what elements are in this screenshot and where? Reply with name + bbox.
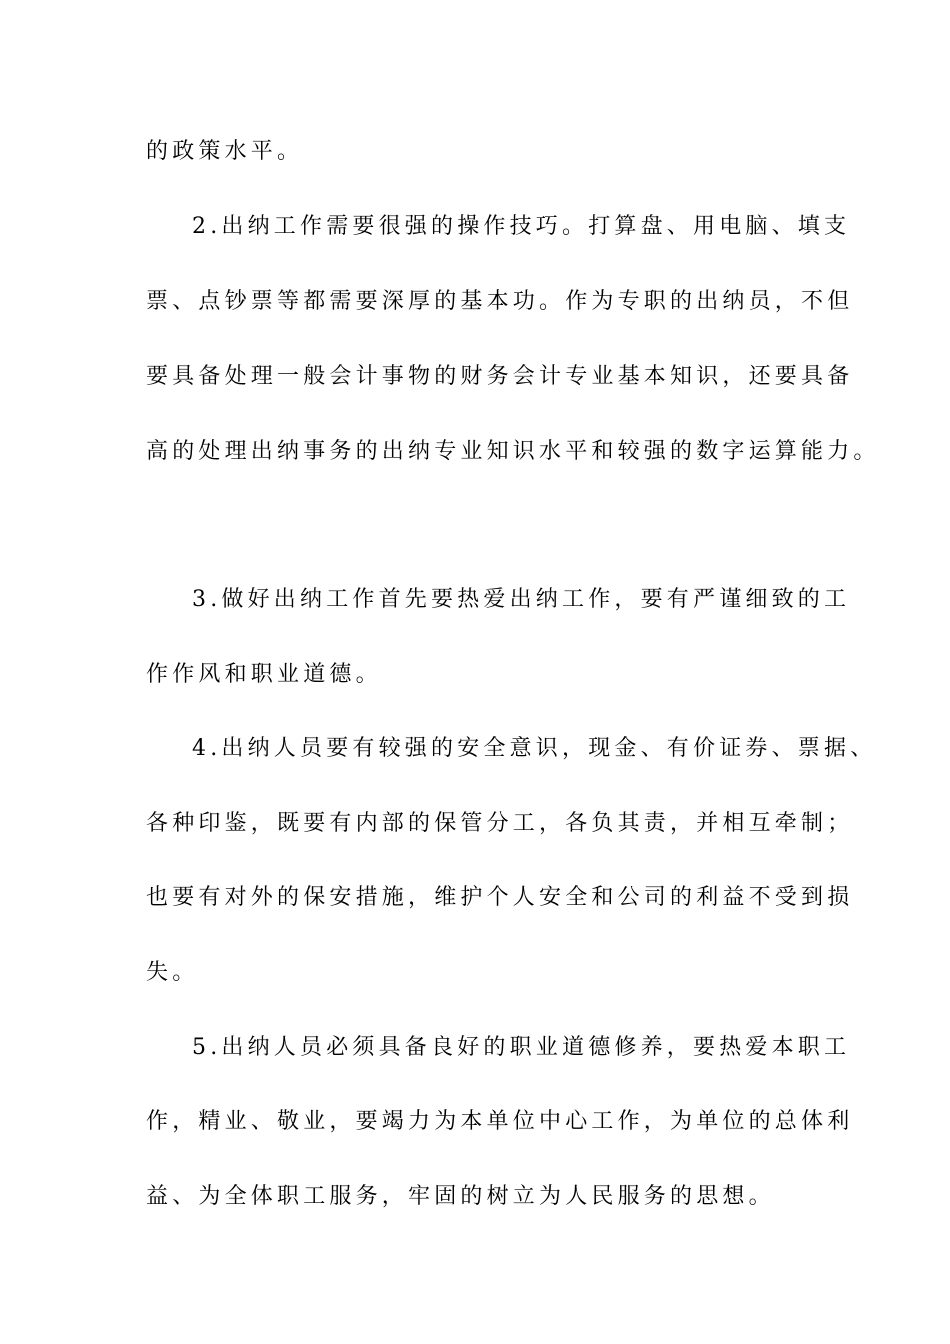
text-line: 失。 bbox=[146, 960, 199, 985]
text-line: 作，精业、敬业，要竭力为本单位中心工作，为单位的总体利 bbox=[146, 1109, 854, 1134]
text-line: 高的处理出纳事务的出纳专业知识水平和较强的数字运算能力。 bbox=[146, 439, 880, 464]
paragraph-2-line: 2.出纳工作需要很强的操作技巧。打算盘、用电脑、填支 bbox=[192, 214, 851, 239]
paragraph-5-line: 5.出纳人员必须具备良好的职业道德修养，要热爱本职工 bbox=[192, 1035, 851, 1060]
text-line: 也要有对外的保安措施，维护个人安全和公司的利益不受到损 bbox=[146, 885, 854, 910]
text-line: 益、为全体职工服务，牢固的树立为人民服务的思想。 bbox=[146, 1184, 775, 1209]
paragraph-3-line: 3.做好出纳工作首先要热爱出纳工作，要有严谨细致的工 bbox=[192, 587, 851, 612]
text-line: 各种印鉴，既要有内部的保管分工，各负其责，并相互牵制； bbox=[146, 811, 854, 836]
text-line: 要具备处理一般会计事物的财务会计专业基本知识，还要具备 bbox=[146, 364, 854, 389]
paragraph-4-line: 4.出纳人员要有较强的安全意识，现金、有价证券、票据、 bbox=[192, 736, 877, 761]
text-line: 作作风和职业道德。 bbox=[146, 662, 382, 687]
text-line: 票、点钞票等都需要深厚的基本功。作为专职的出纳员，不但 bbox=[146, 289, 854, 314]
text-line: 的政策水平。 bbox=[146, 139, 304, 164]
